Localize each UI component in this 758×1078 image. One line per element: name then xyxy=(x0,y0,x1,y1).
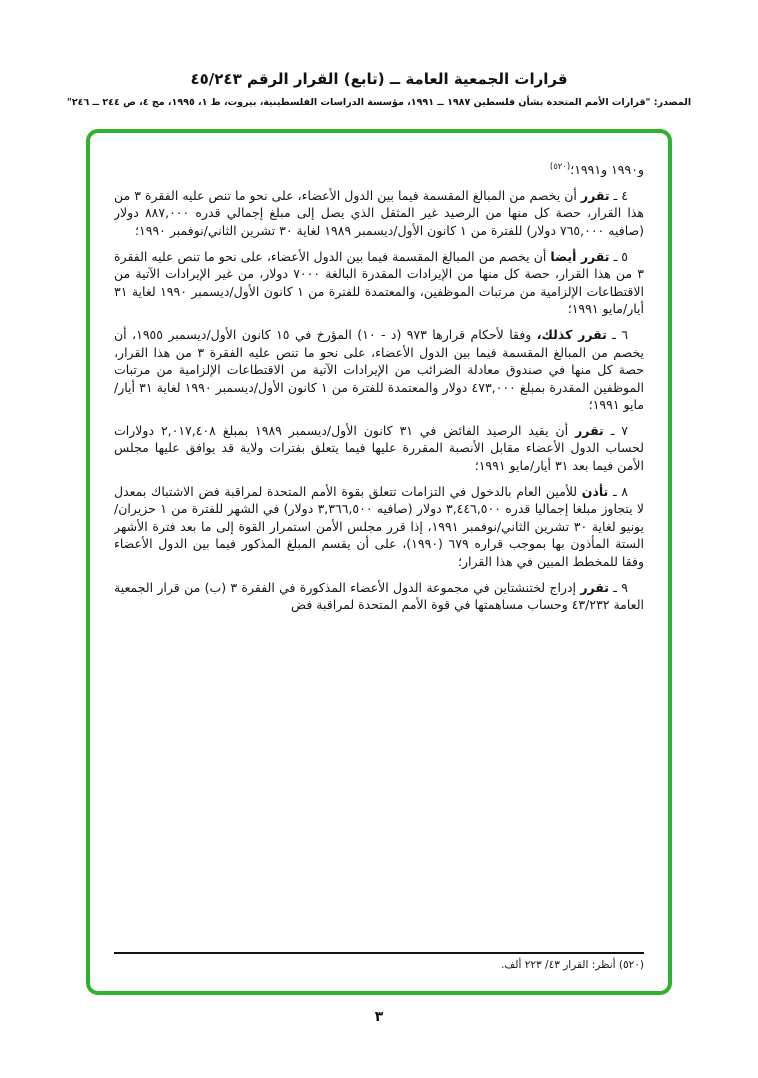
footnote-divider xyxy=(114,952,644,954)
paragraph-lead: تقرر xyxy=(575,422,604,438)
paragraph-lead: تقرر كذلك، xyxy=(536,326,607,342)
paragraph-lead: تقرر أيضا xyxy=(550,248,610,264)
page-number: ٣ xyxy=(374,1009,384,1025)
paragraph-text: إدراج لختنشتاين في مجموعة الدول الأعضاء المذكورة في الفقرة ٣ (ب) من قرار الجمعية العامة ٤٣/٢٣٢ وحساب مساهمتها في قوة الأمم المتحدة لمراقبة فض xyxy=(114,579,644,613)
footnote-block xyxy=(114,946,644,971)
footnote-ref: (٥٢٠) xyxy=(549,162,571,172)
page-title: قرارات الجمعية العامة ــ (تابع) القرار الرقم ٤٥/٢٤٣ xyxy=(190,70,568,88)
paragraph-number: ٦ ـ xyxy=(612,326,629,342)
resolution-paragraph-8 xyxy=(114,483,644,571)
page-header xyxy=(0,0,758,108)
paragraph-text: أن يقيد الرصيد الفائض في ٣١ كانون الأول/ديسمبر ١٩٨٩ بمبلغ ٢,٠١٧,٤٠٨ دولارات لحساب الدول الأعضاء مقابل الأنصبة المقررة عليها فيما يتعلق بفترات ولاية قد يوافق عليها مجلس الأمن فيما بعد ٣١ أيار/مايو ١٩٩١؛ xyxy=(114,422,644,474)
paragraph-number: ٧ ـ xyxy=(610,422,629,438)
resolution-paragraph-4 xyxy=(114,187,644,240)
paragraph-lead: تقرر xyxy=(580,579,609,595)
paragraph-number: ٩ ـ xyxy=(613,579,628,595)
resolution-body xyxy=(114,159,644,946)
paragraph-text: أن يخصم من المبالغ المقسمة فيما بين الدول الأعضاء، على نحو ما تنص عليه الفقرة ٣ من هذا القرار، حصة كل منها من الرصيد غير المثقل الذي يصل إلى مبلغ إجمالي قدره ٨٨٧,٠٠٠ دولار (صافيه ٧٦٥,٠٠٠ دولار) للفترة من ١ كانون الأول/ديسمبر ١٩٨٩ لغاية ٣٠ تشرين الثاني/نوفمبر ١٩٩٠؛ xyxy=(114,187,644,238)
paragraph-text: وفقا لأحكام قرارها ٩٧٣ (د - ١٠) المؤرخ في ١٥ كانون الأول/ديسمبر ١٩٥٥، أن يخصم من المبالغ المقسمة فيما بين الدول الأعضاء، على نحو ما تنص عليه الفقرة ٣ من هذا القرار، حصة كل منها في صندوق معادلة الضرائب من الإيرادات الآتية من الاقتطاعات الإلزامية من مرتبات الموظفين المقدرة بمبلغ ٤٧٣,٠٠٠ دولار والمعتمدة للفترة من ١ كانون الأول/ديسمبر ١٩٩٠ لغاية ٣١ أيار/مايو ١٩٩١؛ xyxy=(114,326,644,413)
footnote-text: (٥٢٠) أنظر: القرار ٤٣/ ٢٢٣ ألف. xyxy=(501,959,644,971)
intro-line xyxy=(114,159,644,179)
intro-text: و١٩٩٠ و١٩٩١؛ xyxy=(570,162,644,178)
paragraph-lead: تأذن xyxy=(581,483,609,499)
resolution-paragraph-6 xyxy=(114,326,644,414)
resolution-paragraph-9 xyxy=(114,579,644,614)
paragraph-lead: تقرر xyxy=(580,187,610,203)
resolution-paragraph-5 xyxy=(114,248,644,318)
paragraph-number: ٤ ـ xyxy=(613,187,628,203)
paragraph-text: أن يخصم من المبالغ المقسمة فيما بين الدول الأعضاء، على نحو ما تنص عليه الفقرة ٣ من هذا القرار، حصة كل منها من الإيرادات المقدرة البالغة ٧٠٠٠ دولار، من غير الإيرادات الآتية من الاقتطاعات الإلزامية من مرتبات الموظفين، والمعتمدة للفترة من ١ كانون الأول/ديسمبر ١٩٩٠ لغاية ٣١ أيار/مايو ١٩٩١؛ xyxy=(114,248,644,317)
paragraph-text: للأمين العام بالدخول في التزامات تتعلق بقوة الأمم المتحدة لمراقبة فض الاشتباك بمعدل لا يتجاوز مبلغا إجماليا قدره ٣,٤٤٦,٥٠٠ دولار (صافيه ٣,٣٦٦,٥٠٠ دولار) في الشهر للفترة من ١ حزيران/يونيو لغاية ٣٠ تشرين الثاني/نوفمبر ١٩٩١، إذا قرر مجلس الأمن استمرار القوة إلى ما بعد فترة الأشهر الستة المأذون بها بموجب قراره ٦٧٩ (١٩٩٠)، على أن يقسم المبلغ المذكور فيما بين الدول الأعضاء وفقا للمخطط المبين في هذا القرار؛ xyxy=(114,483,644,570)
paragraph-number: ٨ ـ xyxy=(612,483,628,499)
resolution-paragraph-7 xyxy=(114,422,644,475)
resolution-box xyxy=(86,129,672,995)
source-line: المصدر: "قرارات الأمم المتحدة بشأن فلسطين ١٩٨٧ ــ ١٩٩١، مؤسسة الدراسات الفلسطينية، بيروت، ط ١، ١٩٩٥، مج ٤، ص ٢٤٤ ــ ٢٤٦" xyxy=(66,97,692,108)
paragraph-number: ٥ ـ xyxy=(613,248,628,264)
